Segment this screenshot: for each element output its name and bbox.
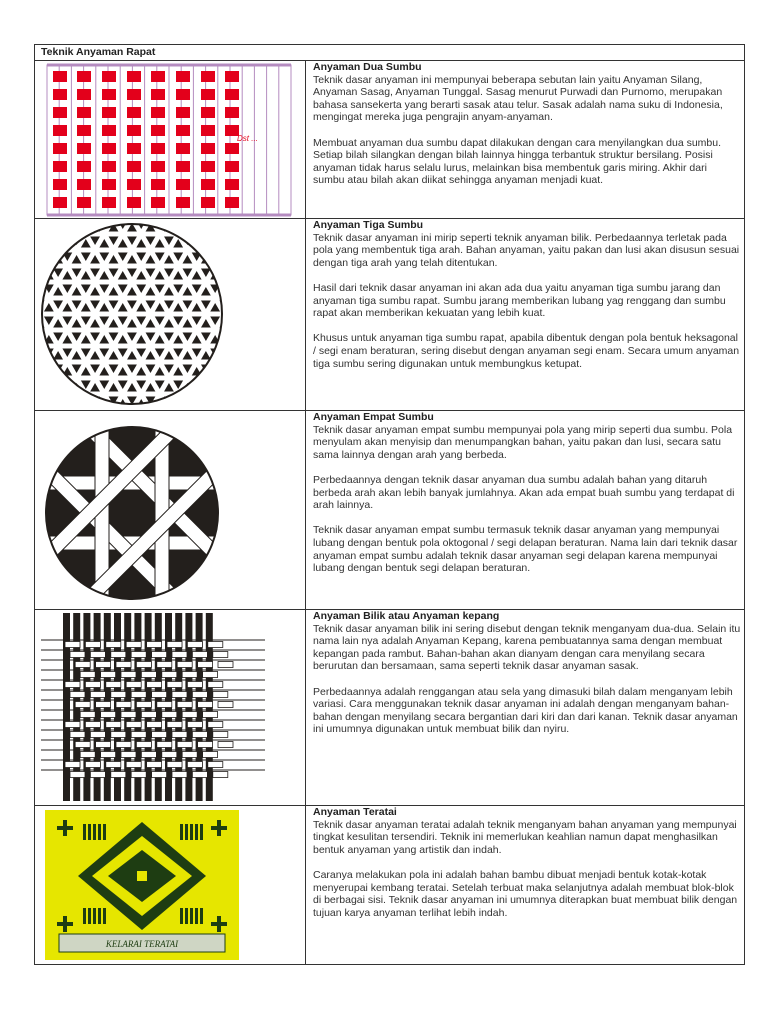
red-cell xyxy=(201,125,215,136)
image-cell xyxy=(35,61,306,219)
red-cell xyxy=(201,161,215,172)
red-cell xyxy=(127,125,141,136)
red-cell xyxy=(176,143,190,154)
red-cell xyxy=(77,71,91,82)
white-weft xyxy=(162,712,177,718)
white-weft xyxy=(213,732,228,738)
white-weft xyxy=(192,732,207,738)
weaving-table xyxy=(34,44,745,965)
red-cell xyxy=(102,125,116,136)
white-weft xyxy=(65,722,80,728)
white-weft xyxy=(126,762,141,768)
stripe xyxy=(88,908,91,924)
white-weft xyxy=(187,642,202,648)
white-weft xyxy=(208,642,223,648)
white-weft xyxy=(90,652,105,658)
white-weft xyxy=(198,702,213,708)
red-cell xyxy=(151,143,165,154)
red-cell xyxy=(53,179,67,190)
red-cell xyxy=(151,89,165,100)
red-cell xyxy=(201,197,215,208)
white-weft xyxy=(131,652,146,658)
white-weft xyxy=(157,742,172,748)
stripe xyxy=(93,908,96,924)
red-cell xyxy=(151,197,165,208)
red-cell xyxy=(225,71,239,82)
white-weft xyxy=(80,752,95,758)
white-weft xyxy=(131,772,146,778)
white-weft xyxy=(218,742,233,748)
white-weft xyxy=(141,752,156,758)
white-weft xyxy=(65,642,80,648)
white-weft xyxy=(75,662,90,668)
white-weft xyxy=(111,692,126,698)
table-row-bilik xyxy=(35,610,744,805)
table-row-teratai xyxy=(35,806,744,964)
white-weft xyxy=(167,762,182,768)
red-cell xyxy=(53,125,67,136)
white-weft xyxy=(167,642,182,648)
white-weft xyxy=(101,672,116,678)
red-cell xyxy=(127,161,141,172)
red-cell xyxy=(102,89,116,100)
white-weft xyxy=(213,772,228,778)
white-weft xyxy=(90,772,105,778)
white-weft xyxy=(147,762,162,768)
red-cell xyxy=(53,143,67,154)
white-weft xyxy=(111,732,126,738)
white-weft xyxy=(152,692,167,698)
white-weft xyxy=(152,652,167,658)
red-cell xyxy=(127,179,141,190)
red-cell xyxy=(77,107,91,118)
red-cell xyxy=(151,125,165,136)
white-weft xyxy=(96,662,111,668)
red-cell xyxy=(151,107,165,118)
red-cell xyxy=(176,71,190,82)
white-weft xyxy=(192,772,207,778)
red-cell xyxy=(53,161,67,172)
stripe xyxy=(185,824,188,840)
white-weft xyxy=(208,762,223,768)
white-weft xyxy=(85,762,100,768)
white-weft xyxy=(157,662,172,668)
red-cell xyxy=(53,71,67,82)
paragraph: Teknik dasar anyaman bilik ini sering disebut dengan teknik menganyam dua-dua. Selain itu nama lain nya adalah Anyaman Kepang, karena pembuatannya sama dengan membuat kepangan pada rambut. Bahan-bahan akan dianyam dengan cara menyilang secara berurutan dan bersamaan, sama seperti teknik dasar anyaman sasak. xyxy=(313,622,741,673)
paragraph: Membuat anyaman dua sumbu dapat dilakukan dengan cara menyilangkan dua sumbu. Setiap bilah silangkan dengan bilah lainnya hingga terbantuk struktur bersilang. Posisi anyaman tidak harus selalu lurus, melainkan bisa membentuk garis miring. Akhir dari sumbu atau bilah akan diikat sehingga anyaman menjadi kuat. xyxy=(313,136,722,187)
red-cell xyxy=(127,197,141,208)
tiga-sumbu-illustration xyxy=(35,219,305,410)
red-cell xyxy=(102,143,116,154)
white-weft xyxy=(192,652,207,658)
white-weft xyxy=(70,692,85,698)
white-weft xyxy=(172,692,187,698)
red-cell xyxy=(127,71,141,82)
stripe xyxy=(180,908,183,924)
white-weft xyxy=(90,732,105,738)
white-weft xyxy=(147,682,162,688)
paragraph: Teknik dasar anyaman teratai adalah teknik menganyam bahan anyaman yang mempunyai tingkat kesulitan tersendiri. Teknik ini memerlukan keahlian namun dapat menghasilkan bentuk anyaman yang artistik dan indah. xyxy=(313,818,737,856)
stripe xyxy=(83,824,86,840)
white-weft xyxy=(106,722,121,728)
text-cell xyxy=(313,411,741,587)
cross-mark xyxy=(211,922,227,926)
cross-mark xyxy=(211,826,227,830)
stripe xyxy=(185,908,188,924)
white-weft xyxy=(75,742,90,748)
cross-mark xyxy=(57,826,73,830)
section-title: Anyaman Teratai xyxy=(313,806,397,818)
red-cell xyxy=(225,161,239,172)
image-cell xyxy=(35,219,306,410)
red-cell xyxy=(102,71,116,82)
white-weft xyxy=(152,772,167,778)
red-cell xyxy=(102,179,116,190)
red-cell xyxy=(201,71,215,82)
white-weft xyxy=(198,742,213,748)
white-weft xyxy=(106,682,121,688)
red-cell xyxy=(127,89,141,100)
center-square xyxy=(137,871,147,881)
white-weft xyxy=(65,762,80,768)
red-cell xyxy=(201,89,215,100)
white-weft xyxy=(131,692,146,698)
empat-sumbu-illustration xyxy=(35,411,305,609)
text-cell xyxy=(313,806,741,932)
white-weft xyxy=(182,672,197,678)
red-cell xyxy=(127,143,141,154)
white-weft xyxy=(70,772,85,778)
weave-strip xyxy=(35,344,242,349)
stripe xyxy=(180,824,183,840)
white-weft xyxy=(126,642,141,648)
white-weft xyxy=(177,742,192,748)
red-cell xyxy=(225,143,239,154)
white-weft xyxy=(116,702,131,708)
red-cell xyxy=(77,161,91,172)
white-weft xyxy=(106,642,121,648)
table-header: Teknik Anyaman Rapat xyxy=(35,45,744,61)
red-cell xyxy=(77,143,91,154)
table-row-dua-sumbu xyxy=(35,61,744,219)
red-cell xyxy=(176,161,190,172)
red-cell xyxy=(201,179,215,190)
section-title: Anyaman Bilik atau Anyaman kepang xyxy=(313,610,500,622)
white-weft xyxy=(177,662,192,668)
white-weft xyxy=(157,702,172,708)
white-weft xyxy=(182,712,197,718)
white-weft xyxy=(208,682,223,688)
paragraph: Hasil dari teknik dasar anyaman ini akan ada dua yaitu anyaman tiga sumbu jarang dan anyaman tiga sumbu rapat. Sumbu jarang memberikan lubang yag renggang dan sumbu rapat akan memberikan kekuatan yang lebih kuat. xyxy=(313,281,726,320)
white-weft xyxy=(203,672,218,678)
bilik-illustration xyxy=(35,610,305,805)
white-weft xyxy=(85,722,100,728)
red-cell xyxy=(53,197,67,208)
red-cell xyxy=(225,179,239,190)
red-cell xyxy=(225,197,239,208)
white-weft xyxy=(218,662,233,668)
red-cell xyxy=(225,89,239,100)
stripe xyxy=(98,824,101,840)
stripe xyxy=(195,908,198,924)
white-weft xyxy=(96,702,111,708)
stripe xyxy=(200,824,203,840)
white-weft xyxy=(111,652,126,658)
white-weft xyxy=(187,762,202,768)
white-weft xyxy=(126,722,141,728)
red-cell xyxy=(201,107,215,118)
white-weft xyxy=(167,682,182,688)
white-weft xyxy=(126,682,141,688)
red-cell xyxy=(53,89,67,100)
red-cell xyxy=(176,89,190,100)
white-weft xyxy=(65,682,80,688)
white-weft xyxy=(96,742,111,748)
white-weft xyxy=(136,662,151,668)
stripe xyxy=(88,824,91,840)
text-cell xyxy=(313,219,741,383)
white-weft xyxy=(182,752,197,758)
red-cell xyxy=(176,179,190,190)
section-title: Anyaman Dua Sumbu xyxy=(313,61,422,73)
white-weft xyxy=(121,712,136,718)
red-cell xyxy=(102,107,116,118)
strip-group xyxy=(35,219,258,410)
paragraph: Khusus untuk anyaman tiga sumbu rapat, apabila dibentuk dengan pola bentuk heksagonal / segi enam beraturan, sering disebut dengan anyaman segi enam. Secara umum anyaman tiga sumbu sering digunakan untuk membungkus ketupat. xyxy=(313,332,740,370)
white-weft xyxy=(116,662,131,668)
white-weft xyxy=(141,672,156,678)
white-weft xyxy=(213,652,228,658)
white-weft xyxy=(75,702,90,708)
white-weft xyxy=(172,652,187,658)
white-weft xyxy=(172,772,187,778)
paragraph: Caranya melakukan pola ini adalah bahan bambu dibuat menjadi bentuk kotak-kotak menyerupai kembang teratai. Setelah terbuat maka selanjutnya adalah membuat blok-blok di berbagai sisi. Teknik dasar anyaman ini umumnya diterapkan buat membuat bilik dengan tujuan karya anyaman terlihat lebih indah. xyxy=(313,868,738,919)
red-cell xyxy=(201,143,215,154)
text-cell xyxy=(313,610,741,749)
image-label: Dst ... xyxy=(237,134,258,143)
red-cell xyxy=(77,197,91,208)
stripe xyxy=(195,824,198,840)
teratai-illustration xyxy=(35,806,305,964)
white-weft xyxy=(80,712,95,718)
stripe xyxy=(190,824,193,840)
stripe xyxy=(98,908,101,924)
white-weft xyxy=(106,762,121,768)
stripe xyxy=(93,824,96,840)
red-cell xyxy=(151,71,165,82)
white-weft xyxy=(172,732,187,738)
image-cell xyxy=(35,610,306,805)
white-weft xyxy=(187,682,202,688)
red-cell xyxy=(102,161,116,172)
white-weft xyxy=(213,692,228,698)
weave-strip xyxy=(35,280,242,285)
white-weft xyxy=(85,642,100,648)
white-weft xyxy=(152,732,167,738)
white-weft xyxy=(131,732,146,738)
cross-mark xyxy=(57,922,73,926)
paragraph: Teknik dasar anyaman empat sumbu termasuk teknik dasar anyaman yang mempunyai lubang dengan bentuk pola oktogonal / segi delapan beraturan. Nama lain dari teknik dasar anyaman empat sumbu adalah teknik dasar anyaman segi delapan karena mempunyai lubang dengan bentuk segi delapan beraturan. xyxy=(313,524,738,575)
white-weft xyxy=(167,722,182,728)
white-weft xyxy=(187,722,202,728)
section-title: Anyaman Empat Sumbu xyxy=(313,411,434,423)
red-cell xyxy=(225,107,239,118)
image-cell xyxy=(35,411,306,609)
red-cell xyxy=(176,197,190,208)
paragraph: Teknik dasar anyaman empat sumbu mempunyai pola yang mirip seperti dua sumbu. Pola menyulam akan menyisip dan menumpangkan bahan, yaitu pakan dan lusi, secara satu sama lainnya dengan arah yang berbeda. xyxy=(313,423,733,461)
section-title: Anyaman Tiga Sumbu xyxy=(313,219,424,231)
white-weft xyxy=(147,722,162,728)
red-cell xyxy=(77,89,91,100)
stripe xyxy=(200,908,203,924)
stripe xyxy=(103,824,106,840)
red-cell xyxy=(176,107,190,118)
white-weft xyxy=(90,692,105,698)
white-weft xyxy=(177,702,192,708)
dua-sumbu-illustration xyxy=(35,61,305,219)
red-cell xyxy=(53,107,67,118)
white-weft xyxy=(121,752,136,758)
table-row-tiga-sumbu xyxy=(35,219,744,410)
white-weft xyxy=(218,702,233,708)
white-weft xyxy=(162,672,177,678)
red-cell xyxy=(127,107,141,118)
white-weft xyxy=(80,672,95,678)
stripe xyxy=(103,908,106,924)
white-weft xyxy=(101,712,116,718)
white-weft xyxy=(147,642,162,648)
stripe xyxy=(83,908,86,924)
white-weft xyxy=(136,702,151,708)
table-row-empat-sumbu xyxy=(35,411,744,609)
paragraph: Teknik dasar anyaman ini mempunyai beberapa sebutan lain yaitu Anyaman Silang, Anyaman Sasag, Anyaman Tunggal. Sasag menurut Purwadi dan Purnomo, merupakan bahasa sansekerta yang berarti sasak atau telur. Sasak adalah nama suku di Indonesia, mengingat mereka juga pengrajin anyam-anyaman. xyxy=(313,73,723,124)
red-cell xyxy=(77,125,91,136)
white-weft xyxy=(116,742,131,748)
white-weft xyxy=(141,712,156,718)
paragraph: Perbedaannya adalah renggangan atau sela yang dimasuki bilah dalam menganyam lebih variasi. Cara menggunakan teknik dasar anyaman ini adalah dengan menganyam bahan-bahan dengan menyilang secara bergantian dari kiri dan dari kanan. Teknik dasar anyaman ini umumnya digunakan untuk membuat bilik dan nyiru. xyxy=(313,685,738,736)
white-weft xyxy=(198,662,213,668)
text-cell xyxy=(313,61,741,200)
red-cell xyxy=(77,179,91,190)
white-weft xyxy=(203,712,218,718)
red-cell xyxy=(176,125,190,136)
white-weft xyxy=(101,752,116,758)
white-weft xyxy=(192,692,207,698)
paragraph: Perbedaannya dengan teknik dasar anyaman dua sumbu adalah bahan yang ditaruh berbeda arah akan lebih banyak jumlahnya. Akan ada empat buah sumbu yang terdapat di arah lainnya. xyxy=(313,473,735,512)
white-weft xyxy=(136,742,151,748)
red-cell xyxy=(151,179,165,190)
white-weft xyxy=(203,752,218,758)
red-cell xyxy=(151,161,165,172)
white-weft xyxy=(208,722,223,728)
white-weft xyxy=(162,752,177,758)
weave-strip xyxy=(35,312,242,317)
paragraph: Teknik dasar anyaman ini mirip seperti teknik anyaman bilik. Perbedaannya terletak pada pola yang membentuk tiga arah. Bahan anyaman, yaitu pakan dan lusi akan disusun sesuai dengan tiga arah yang telah ditentukan. xyxy=(313,231,740,269)
white-weft xyxy=(70,652,85,658)
image-label: KELARAI TERATAI xyxy=(105,939,179,949)
image-cell xyxy=(35,806,306,964)
white-weft xyxy=(85,682,100,688)
red-cell xyxy=(102,197,116,208)
white-weft xyxy=(121,672,136,678)
stripe xyxy=(190,908,193,924)
white-weft xyxy=(111,772,126,778)
white-weft xyxy=(70,732,85,738)
